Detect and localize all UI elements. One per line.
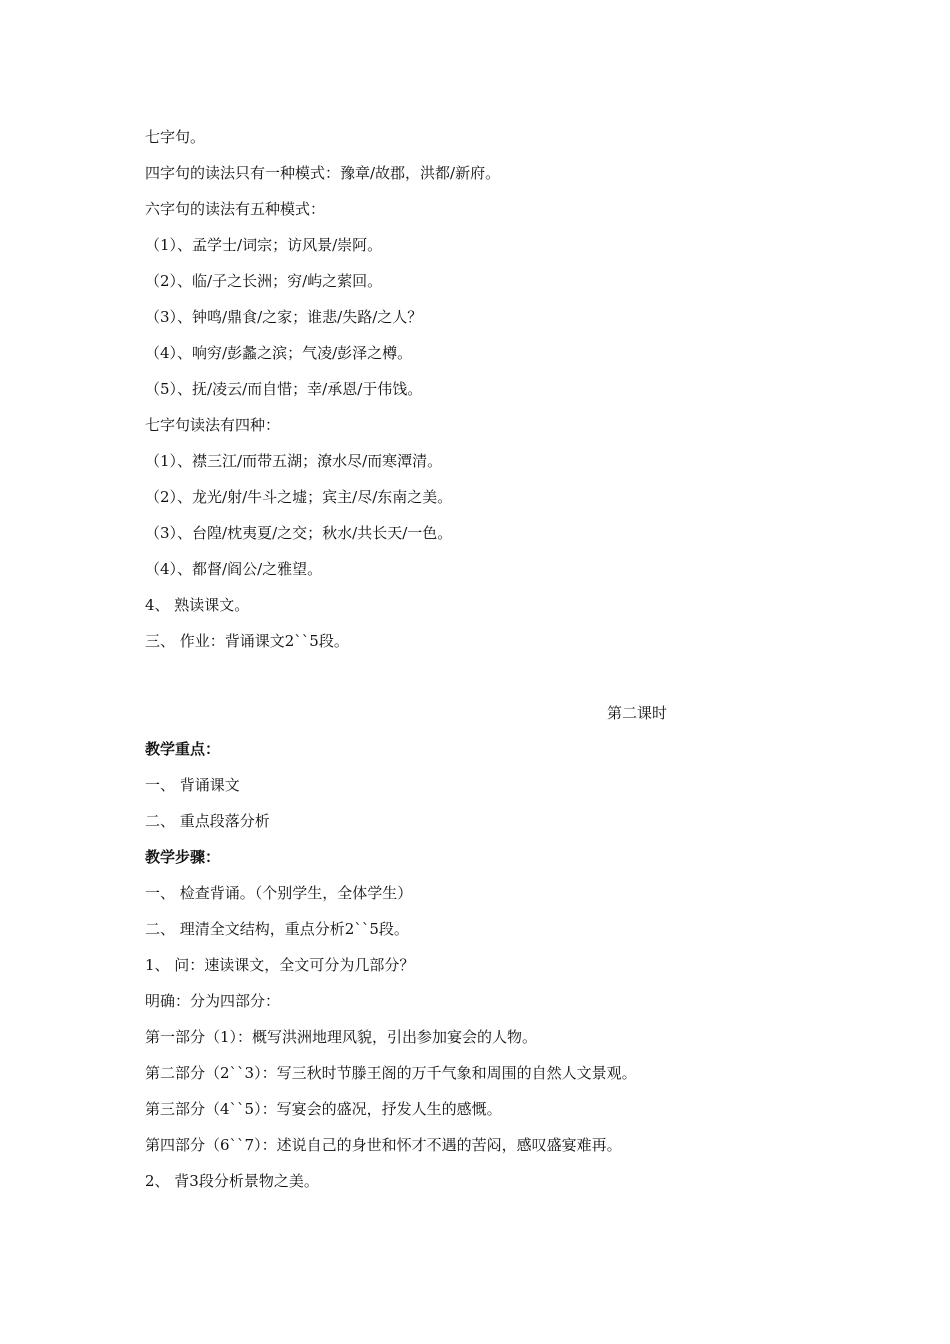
text-line: （2）、临/子之长洲；穷/屿之萦回。 [145, 272, 383, 290]
text-line: （3）、台隍/枕夷夏/之交；秋水/共长天/一色。 [145, 524, 453, 542]
text-line: 七字句。 [145, 128, 206, 146]
text-line: 2、 背3段分析景物之美。 [145, 1172, 319, 1190]
text-line: （3）、钟鸣/鼎食/之家；谁悲/失路/之人？ [145, 308, 423, 326]
text-line: （5）、抚/凌云/而自惜；幸/承恩/于伟饯。 [145, 380, 423, 398]
text-line: 第四部分（6``7）：述说自己的身世和怀才不遇的苦闷，感叹盛宴难再。 [145, 1136, 622, 1154]
text-line: （4）、响穷/彭蠡之滨；气凌/彭泽之樽。 [145, 344, 413, 362]
text-line: （1）、襟三江/而带五湖；潦水尽/而寒潭清。 [145, 452, 443, 470]
text-line: 七字句读法有四种： [145, 416, 281, 434]
text-line: 一、 背诵课文 [145, 776, 240, 794]
text-line: 二、 重点段落分析 [145, 812, 270, 830]
text-line: 三、 作业：背诵课文2``5段。 [145, 632, 349, 650]
text-line: （4）、都督/阎公/之雅望。 [145, 560, 323, 578]
subheading-steps: 教学步骤： [145, 848, 221, 866]
subheading-focus: 教学重点： [145, 740, 221, 758]
text-line: 1、 问：速读课文，全文可分为几部分？ [145, 956, 415, 974]
text-line: 第三部分（4``5）：写宴会的盛况，抒发人生的感慨。 [145, 1100, 502, 1118]
text-line: （1）、孟学士/词宗；访风景/崇阿。 [145, 236, 383, 254]
text-line: 第二部分（2``3）：写三秋时节滕王阁的万千气象和周围的自然人文景观。 [145, 1064, 637, 1082]
section-heading: 第二课时 [607, 704, 668, 722]
text-line: 二、 理清全文结构，重点分析2``5段。 [145, 920, 409, 938]
text-line: 明确：分为四部分： [145, 992, 281, 1010]
text-line: （2）、龙光/射/牛斗之墟；宾主/尽/东南之美。 [145, 488, 453, 506]
text-line: 一、 检查背诵。（个别学生，全体学生） [145, 884, 413, 902]
text-line: 4、 熟读课文。 [145, 596, 250, 614]
text-line: 第一部分（1）：概写洪洲地理风貌，引出参加宴会的人物。 [145, 1028, 538, 1046]
text-line: 四字句的读法只有一种模式：豫章/故郡，洪都/新府。 [145, 164, 501, 182]
text-line: 六字句的读法有五种模式： [145, 200, 326, 218]
